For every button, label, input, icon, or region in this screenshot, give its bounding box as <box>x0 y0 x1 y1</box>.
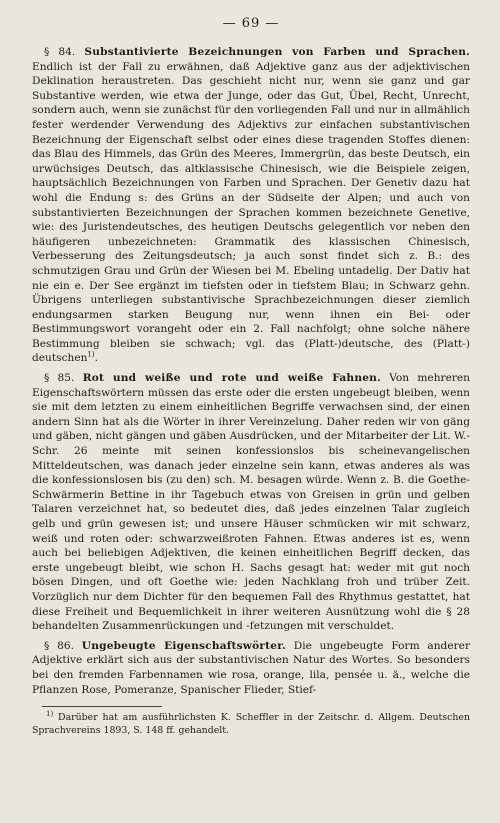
section-86-title: Ungebeugte Eigenschaftswörter. <box>81 639 286 652</box>
section-84-number: § 84. <box>44 46 76 58</box>
section-85-title: Rot und weiße und rote und weiße Fahnen. <box>82 372 381 385</box>
footnote <box>32 712 470 737</box>
section-86-text: Die ungebeugte Form anderer Adjektive erklärt sich aus der substantivischen Natur des Wortes. So besonders bei den fremden Farbennamen wie rosa, orange, lila, pensée u. ä., welche die Pflanzen Rose, Pomeranze, Spanischer Flieder, Stief- <box>32 639 471 696</box>
footnote-reference[interactable]: 1) <box>87 350 95 359</box>
section-86 <box>32 639 470 697</box>
section-85-number: § 85. <box>44 372 75 385</box>
footnote-text: Darüber hat am ausführlichsten K. Scheffler in der Zeitschr. d. Allgem. Deutschen Sprachvereins 1893, S. 148 ff. gehandelt. <box>32 712 470 736</box>
section-85-text: Von mehreren Eigenschaftswörtern müssen das erste oder die ersten ungebeugt bleiben, wenn sie mit dem letzten zu einem einheitlichen Begriffe verwachsen sind, der einen andern Sinn hat als die Wörter in ihrer Vereinzelung. Daher reden wir von gäng und gäben, nicht gängen und gäben Ausdrücken, und der Mitarbeiter der Lit. W.-Schr. 26 meinte mit seinen konfessionslos bis scheinevangelischen Mitteldeutschen, was danach jeder einzelne sein kann, etwas anderes als was die konfessionslosen bis (zu den) sch. M. besagen würde. Wenn z. B. die Goethe-Schwärmerin Bettine in ihr Tagebuch etwas von Greisen in grün und gelben Talaren verzeichnet hat, so bedeutet dies, daß jedes einzelnen Talar zugleich gelb und grün gewesen ist; und unsere Häuser schmücken wir mit schwarz, weiß und roten oder: schwarzweißroten Fahnen. Etwas anderes ist es, wenn auch bei beliebigen Adjektiven, die keinen einheitlichen Begriff decken, das erste ungebeugt bleibt, wie schon H. Sachs gesagt hat: weder mit gut noch bösen Dingen, und oft Goethe wie: jeden Nachklang froh und trüber Zeit. Vorzüglich nur dem Dichter für den bequemen Fall des Rhythmus gestattet, hat diese Freiheit und Bequemlichkeit in ihrer weiteren Ausnützung wohl die § 28 behandelten Zusammenrückungen und -fetzungen mit verschuldet. <box>32 372 471 633</box>
section-86-number: § 86. <box>44 639 74 652</box>
section-84-title: Substantivierte Bezeichnungen von Farben und Sprachen. <box>84 46 470 58</box>
footnote-divider <box>42 706 162 707</box>
page-number: — 69 — <box>222 16 280 31</box>
section-84-text: Endlich ist der Fall zu erwähnen, daß Adjektive ganz aus der adjektivischen Deklination heraustreten. Das geschieht nicht nur, wenn sie ganz und gar Substantive werden, wie etwa der Junge, oder das Gut, Übel, Recht, Unrecht, sondern auch, wenn sie zunächst für den vorliegenden Fall und nur in allmählich fester werdender Verwendung des Adjektivs zur einfachen substantivischen Bezeichnung der Eigenschaft selbst oder eines diese tragenden Stoffes dienen: das Blau des Himmels, das Grün des Meeres, Immergrün, das beste Deutsch, ein urwüchsiges Deutsch, das altklassische Chinesisch, wie die Beispiele zeigen, hauptsächlich Bezeichnungen von Farben und Sprachen. Der Genetiv dazu hat wohl die Endung s: des Grüns an der Südseite der Alpen; und auch von substantivierten Bezeichnungen der Sprachen kommen bezeichnete Genetive, wie: des Juristendeutsches, des heutigen Deutschs gelegentlich vor neben den häufigeren unbezeichneten: Grammatik des klassischen Chinesisch, Verbesserung des Zeitungsdeutsch; ja auch sonst findet sich z. B.: des schmutzigen Grau und Grün der Wiesen bei M. Ebeling untadelig. Der Dativ hat nie ein e. Der See ergänzt im tiefsten oder in tiefstem Blau; in Schwarz gehn. Übrigens unterliegen substantivische Sprachbezeichnungen dieser ziemlich endungsarmen starken Beugung nur, wenn ihnen ein Bei- oder Bestimmungswort vorangeht oder ein 2. Fall nachfolgt; ohne solche nähere Bestimmung bleiben sie schwach; vgl. das (Platt-)deutsche, des (Platt-) deutschen <box>32 60 470 365</box>
section-84: § 84. Substantivierte Bezeichnungen von Farben und Sprachen. Endlich ist der Fall zu erwähnen, daß Adjektive ganz aus der adjektivischen Deklination heraustreten. Das geschieht nicht nur, wenn sie ganz und gar Substantive werden, wie etwa der Junge, oder das Gut, Übel, Recht, Unrecht, sondern auch, wenn sie zunächst für den vorliegenden Fall und nur in allmählich fester werdender Verwendung des Adjektivs zur einfachen substantivischen Bezeichnung der Eigenschaft selbst oder eines diese tragenden Stoffes dienen: das Blau des Himmels, das Grün des Meeres, Immergrün, das beste Deutsch, ein urwüchsiges Deutsch, das altklassische Chinesisch, wie die Beispiele zeigen, hauptsächlich Bezeichnungen von Farben und Sprachen. Der Genetiv dazu hat wohl die Endung s: des Grüns an der Südseite der Alpen; und auch von substantivierten Bezeichnungen der Sprachen kommen bezeichnete Genetive, wie: des Juristendeutsches, des heutigen Deutschs gelegentlich vor neben den häufigeren unbezeichneten: Grammatik des klassischen Chinesisch, Verbesserung des Zeitungsdeutsch; ja auch sonst findet sich z. B.: des schmutzigen Grau und Grün der Wiesen bei M. Ebeling untadelig. Der Dativ hat nie ein e. Der See ergänzt im tiefsten oder in tiefstem Blau; in Schwarz gehn. Übrigens unterliegen substantivische Sprachbezeichnungen dieser ziemlich endungsarmen starken Beugung nur, wenn ihnen ein Bei- oder Bestimmungswort vorangeht oder ein 2. Fall nachfolgt; ohne solche nähere Bestimmung bleiben sie schwach; vgl. das (Platt-)deutsche, des (Platt-) deutschen$^{1)}$. <box>32 46 470 365</box>
section-85 <box>32 371 470 634</box>
footnote-mark: 1) <box>46 710 54 718</box>
